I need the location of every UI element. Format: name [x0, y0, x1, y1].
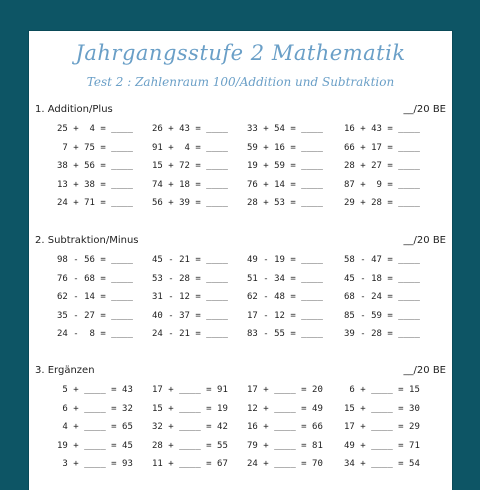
exercise-item: 87 + 9 = ____: [344, 179, 420, 190]
exercise-item: 31 - 12 = ____: [152, 292, 228, 302]
exercise-item: 29 + 28 = ____: [344, 198, 420, 208]
exercise-item: 13 + 38 = ____: [57, 179, 133, 190]
exercise-row: [29, 329, 452, 343]
exercise-row: [29, 311, 452, 325]
section-score: __/20 BE: [403, 365, 446, 376]
exercise-item: 6 + ____ = 15: [344, 385, 420, 395]
exercise-row: [29, 143, 452, 157]
exercise-item: 24 + 71 = ____: [57, 198, 133, 208]
exercise-item: 59 + 16 = ____: [247, 142, 323, 153]
exercise-item: 28 + 27 = ____: [344, 161, 420, 171]
exercise-item: 17 + ____ = 20: [247, 385, 323, 395]
exercise-item: 11 + ____ = 67: [152, 459, 228, 469]
exercise-item: 85 - 59 = ____: [344, 310, 420, 321]
exercise-item: 40 - 37 = ____: [152, 310, 228, 321]
exercise-item: 98 - 56 = ____: [57, 255, 133, 265]
section-score: __/20 BE: [403, 235, 446, 246]
exercise-item: 68 - 24 = ____: [344, 292, 420, 302]
exercise-item: 17 + ____ = 91: [152, 385, 228, 395]
exercise-item: 28 + ____ = 55: [152, 440, 228, 451]
exercise-item: 19 + ____ = 45: [57, 440, 133, 451]
exercise-item: 6 + ____ = 32: [57, 403, 133, 414]
section-title: 2. Subtraktion/Minus: [35, 235, 139, 246]
exercise-item: 58 - 47 = ____: [344, 255, 420, 265]
exercise-item: 15 + ____ = 30: [344, 403, 420, 414]
exercise-item: 26 + 43 = ____: [152, 124, 228, 134]
exercise-row: [29, 385, 452, 399]
exercise-item: 4 + ____ = 65: [57, 422, 133, 432]
exercise-row: [29, 441, 452, 455]
exercise-row: [29, 292, 452, 306]
exercise-item: 49 + ____ = 71: [344, 440, 420, 451]
exercise-row: [29, 161, 452, 175]
section-score: __/20 BE: [403, 104, 446, 115]
exercise-item: 83 - 55 = ____: [247, 329, 323, 339]
exercise-item: 3 + ____ = 93: [57, 459, 133, 469]
exercise-item: 74 + 18 = ____: [152, 179, 228, 190]
exercise-item: 16 + ____ = 66: [247, 422, 323, 432]
exercise-item: 15 + 72 = ____: [152, 161, 228, 171]
exercise-item: 5 + ____ = 43: [57, 385, 133, 395]
exercise-item: 7 + 75 = ____: [57, 142, 133, 153]
exercise-item: 62 - 48 = ____: [247, 292, 323, 302]
exercise-item: 56 + 39 = ____: [152, 198, 228, 208]
exercise-item: 16 + 43 = ____: [344, 124, 420, 134]
exercise-item: 12 + ____ = 49: [247, 403, 323, 414]
exercise-item: 62 - 14 = ____: [57, 292, 133, 302]
exercise-item: 91 + 4 = ____: [152, 142, 228, 153]
exercise-item: 28 + 53 = ____: [247, 198, 323, 208]
exercise-item: 76 - 68 = ____: [57, 273, 133, 284]
exercise-item: 66 + 17 = ____: [344, 142, 420, 153]
exercise-item: 45 - 18 = ____: [344, 273, 420, 284]
section-title: 3. Ergänzen: [35, 365, 95, 376]
exercise-item: 19 + 59 = ____: [247, 161, 323, 171]
exercise-row: [29, 404, 452, 418]
worksheet-subtitle: Test 2 : Zahlenraum 100/Addition und Subtraktion: [86, 75, 395, 89]
exercise-row: [29, 459, 452, 473]
exercise-row: [29, 198, 452, 212]
exercise-row: [29, 274, 452, 288]
exercise-item: 38 + 56 = ____: [57, 161, 133, 171]
exercise-item: 39 - 28 = ____: [344, 329, 420, 339]
exercise-item: 24 - 8 = ____: [57, 329, 133, 339]
exercise-item: 15 + ____ = 19: [152, 403, 228, 414]
exercise-item: 49 - 19 = ____: [247, 255, 323, 265]
exercise-item: 53 - 28 = ____: [152, 273, 228, 284]
exercise-row: [29, 422, 452, 436]
exercise-row: [29, 180, 452, 194]
exercise-item: 45 - 21 = ____: [152, 255, 228, 265]
exercise-item: 25 + 4 = ____: [57, 124, 133, 134]
exercise-item: 34 + ____ = 54: [344, 459, 420, 469]
exercise-row: [29, 255, 452, 269]
exercise-item: 24 - 21 = ____: [152, 329, 228, 339]
exercise-item: 35 - 27 = ____: [57, 310, 133, 321]
worksheet-page: [29, 31, 452, 490]
exercise-item: 17 + ____ = 29: [344, 422, 420, 432]
section-title: 1. Addition/Plus: [35, 104, 113, 115]
exercise-item: 17 - 12 = ____: [247, 310, 323, 321]
exercise-item: 51 - 34 = ____: [247, 273, 323, 284]
exercise-item: 79 + ____ = 81: [247, 440, 323, 451]
exercise-item: 32 + ____ = 42: [152, 422, 228, 432]
exercise-item: 33 + 54 = ____: [247, 124, 323, 134]
exercise-item: 24 + ____ = 70: [247, 459, 323, 469]
exercise-row: [29, 124, 452, 138]
exercise-item: 76 + 14 = ____: [247, 179, 323, 190]
worksheet-title: Jahrgangsstufe 2 Mathematik: [75, 41, 406, 65]
